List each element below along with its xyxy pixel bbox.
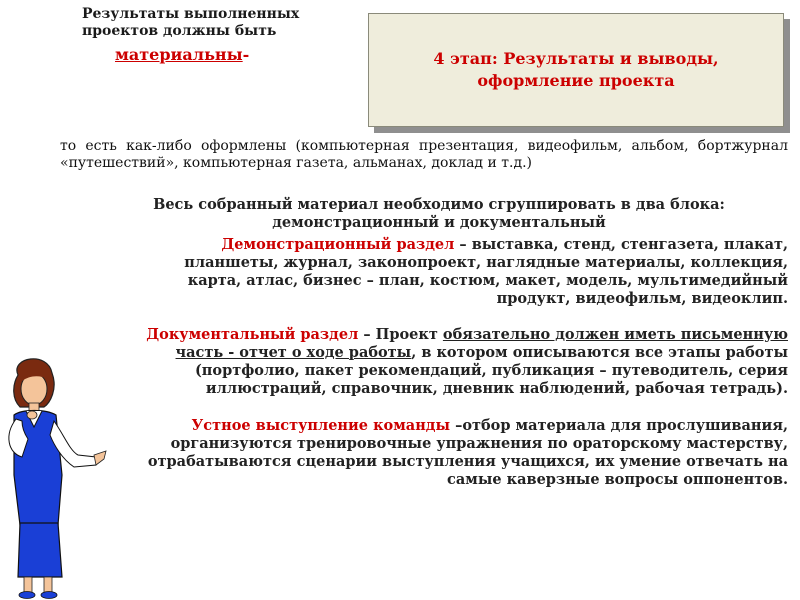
demo-section bbox=[60, 236, 788, 308]
doc-rest: , в котором описываются все этапы работы bbox=[411, 344, 788, 361]
stage-title-line-1: 4 этап: Результаты и выводы, bbox=[433, 49, 719, 68]
demo-text-4: продукт, видеофильм, видеоклип. bbox=[496, 290, 788, 307]
demo-text-2: планшеты, журнал, законопроект, наглядные материалы, коллекция, bbox=[184, 254, 788, 271]
title-dash: - bbox=[242, 45, 250, 64]
title-line-2: проектов должны быть bbox=[82, 23, 277, 39]
title-block bbox=[82, 6, 342, 63]
group-line-2: демонстрационный и документальный bbox=[272, 214, 606, 231]
doc-section bbox=[60, 326, 788, 398]
stage-title-line-2: оформление проекта bbox=[477, 71, 675, 90]
intro-text: то есть как-либо оформлены (компьютерная презентация, видеофильм, альбом, бортжурнал «путешествий», компьютерная газета, альманах, доклад и т.д.) bbox=[60, 138, 788, 171]
demo-text-1: – выставка, стенд, стенгазета, плакат, bbox=[454, 236, 788, 253]
oral-section bbox=[60, 417, 788, 489]
demo-label: Демонстрационный раздел bbox=[221, 236, 455, 253]
doc-text-4: иллюстраций, справочник, дневник наблюдений, рабочая тетрадь). bbox=[205, 380, 788, 397]
title-line-1: Результаты выполненных bbox=[82, 6, 300, 22]
group-line-1: Весь собранный материал необходимо сгруппировать в два блока: bbox=[153, 196, 725, 213]
oral-text-1: –отбор материала для прослушивания, bbox=[450, 417, 788, 434]
oral-text-4: самые каверзные вопросы оппонентов. bbox=[447, 471, 788, 488]
oral-text-3: отрабатываются сценарии выступления учащихся, их умение отвечать на bbox=[147, 453, 788, 470]
doc-underlined-a: обязательно должен иметь письменную bbox=[442, 326, 788, 343]
doc-underlined-b: часть - отчет о ходе работы bbox=[175, 344, 412, 361]
title-emphasis-word: материальны bbox=[115, 45, 243, 64]
group-heading bbox=[90, 196, 788, 232]
teacher-figure-icon bbox=[0, 355, 110, 600]
doc-text-3: (портфолио, пакет рекомендаций, публикация – путеводитель, серия bbox=[194, 362, 788, 379]
oral-label: Устное выступление команды bbox=[191, 417, 451, 434]
doc-dash: – Проект bbox=[358, 326, 443, 343]
oral-text-2: организуются тренировочные упражнения по ораторскому мастерству, bbox=[170, 435, 788, 452]
stage-title bbox=[426, 48, 726, 92]
demo-text-3: карта, атлас, бизнес – план, костюм, макет, модель, мультимедийный bbox=[187, 272, 788, 289]
title-emphasis bbox=[115, 46, 342, 63]
doc-label: Документальный раздел bbox=[146, 326, 359, 343]
stage-box bbox=[368, 13, 784, 127]
